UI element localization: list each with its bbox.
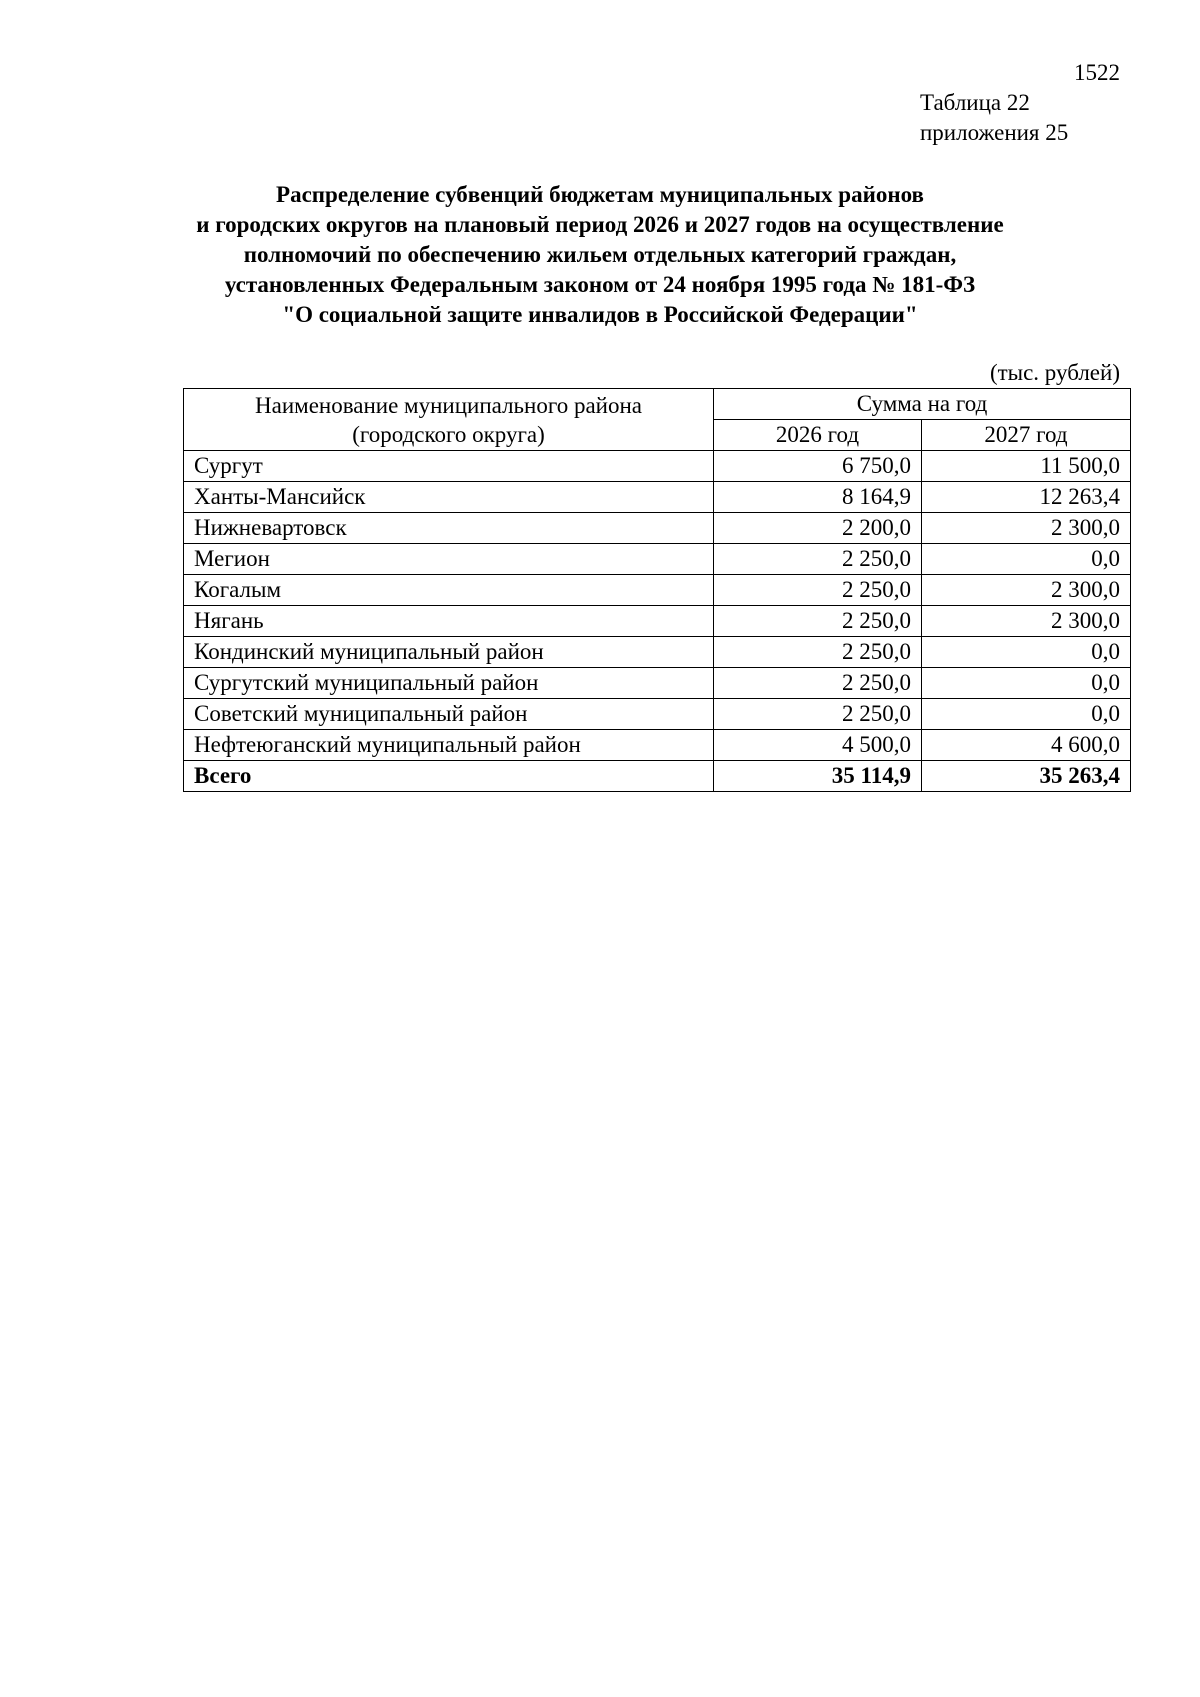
row-municipality: Сургут [184, 451, 714, 482]
document-title [140, 180, 1060, 330]
header-municipality-name [184, 389, 714, 451]
subvention-table [183, 388, 1131, 792]
table-row [184, 668, 1131, 699]
title-line: полномочий по обеспечению жильем отдельных категорий граждан, [243, 242, 957, 267]
row-amount-2026: 8 164,9 [714, 482, 922, 513]
total-amount-2026: 35 114,9 [714, 761, 922, 792]
row-amount-2026: 6 750,0 [714, 451, 922, 482]
row-municipality: Кондинский муниципальный район [184, 637, 714, 668]
row-municipality: Сургутский муниципальный район [184, 668, 714, 699]
row-amount-2027: 2 300,0 [922, 575, 1131, 606]
title-line: "О социальной защите инвалидов в Российской Федерации" [282, 302, 918, 327]
row-municipality: Мегион [184, 544, 714, 575]
units-label: (тыс. рублей) [989, 360, 1120, 385]
row-amount-2027: 4 600,0 [922, 730, 1131, 761]
table-total-row [184, 761, 1131, 792]
table-row [184, 730, 1131, 761]
row-amount-2027: 0,0 [922, 637, 1131, 668]
table-reference-line: Таблица 22 [920, 90, 1030, 115]
row-municipality: Нефтеюганский муниципальный район [184, 730, 714, 761]
title-line: установленных Федеральным законом от 24 ноября 1995 года № 181-ФЗ [224, 272, 976, 297]
page-number: 1522 [1074, 60, 1120, 85]
row-amount-2026: 2 250,0 [714, 575, 922, 606]
table-row [184, 575, 1131, 606]
row-amount-2026: 2 250,0 [714, 606, 922, 637]
row-amount-2027: 0,0 [922, 544, 1131, 575]
total-label: Всего [184, 761, 714, 792]
row-municipality: Нижневартовск [184, 513, 714, 544]
table-row [184, 606, 1131, 637]
header-sum-per-year: Сумма на год [714, 389, 1131, 420]
table-row [184, 637, 1131, 668]
row-amount-2027: 11 500,0 [922, 451, 1131, 482]
table-row [184, 699, 1131, 730]
row-amount-2026: 2 250,0 [714, 699, 922, 730]
title-line: и городских округов на плановый период 2026 и 2027 годов на осуществление [196, 212, 1004, 237]
row-amount-2027: 0,0 [922, 699, 1131, 730]
title-line: Распределение субвенций бюджетам муниципальных районов [276, 182, 924, 207]
header-year-2026: 2026 год [714, 420, 922, 451]
row-amount-2027: 2 300,0 [922, 606, 1131, 637]
row-amount-2026: 2 200,0 [714, 513, 922, 544]
row-amount-2027: 0,0 [922, 668, 1131, 699]
table-body [184, 451, 1131, 792]
row-municipality: Советский муниципальный район [184, 699, 714, 730]
row-amount-2027: 2 300,0 [922, 513, 1131, 544]
row-amount-2026: 2 250,0 [714, 544, 922, 575]
table-header-row [184, 389, 1131, 420]
table-reference [920, 88, 1140, 148]
row-amount-2026: 2 250,0 [714, 637, 922, 668]
row-municipality: Нягань [184, 606, 714, 637]
row-municipality: Когалым [184, 575, 714, 606]
row-amount-2027: 12 263,4 [922, 482, 1131, 513]
header-year-2027: 2027 год [922, 420, 1131, 451]
header-name-line: Наименование муниципального района [255, 392, 642, 418]
header-name-line: (городского округа) [352, 421, 545, 447]
appendix-reference-line: приложения 25 [920, 120, 1069, 145]
table-row [184, 513, 1131, 544]
row-amount-2026: 2 250,0 [714, 668, 922, 699]
table-row [184, 544, 1131, 575]
table-row [184, 451, 1131, 482]
row-amount-2026: 4 500,0 [714, 730, 922, 761]
row-municipality: Ханты-Мансийск [184, 482, 714, 513]
total-amount-2027: 35 263,4 [922, 761, 1131, 792]
table-row [184, 482, 1131, 513]
